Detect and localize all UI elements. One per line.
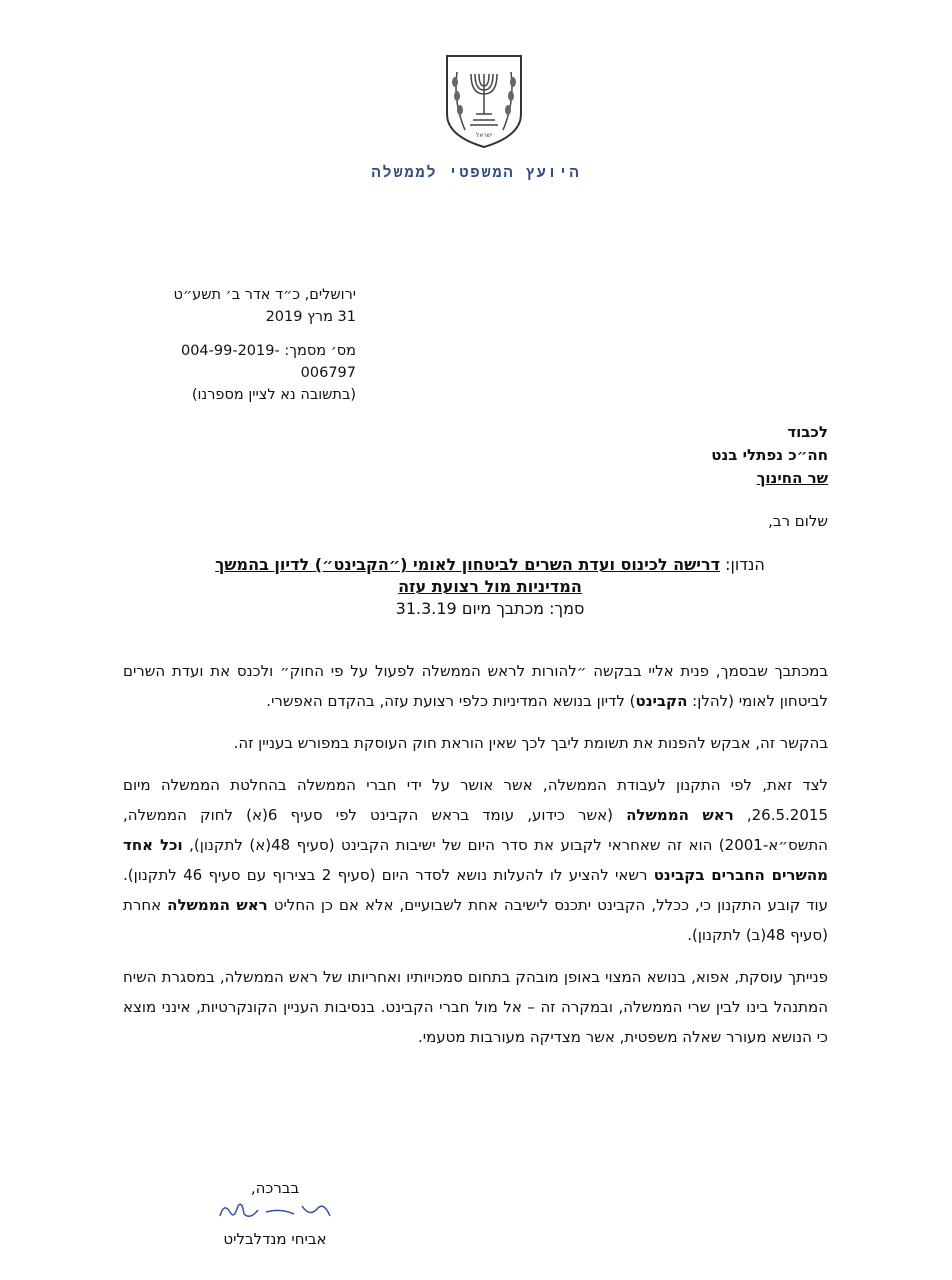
recipient-name: חה״כ נפתלי בנט (711, 446, 828, 464)
subject-label: הנדון: (720, 555, 765, 574)
closing-block (200, 1178, 350, 1249)
handwritten-signature-icon (210, 1198, 340, 1224)
recipient-block (528, 421, 828, 490)
subject-block (150, 554, 830, 620)
gregorian-date: 31 מרץ 2019 (265, 309, 356, 325)
subject-line-2: המדיניות מול רצועת עזה (398, 577, 582, 596)
org-title: היועץ המשפטי לממשלה (371, 163, 581, 181)
subject-line-1: דרישה לכינוס ועדת השרים לביטחון לאומי (״הקבינט״) לדיון בהמשך (215, 555, 721, 574)
hebrew-date: ירושלים, כ״ד אדר ב׳ תשע״ט (173, 287, 356, 303)
text-span: ) לדיון בנושא המדיניות כלפי רצועת עזה, בהקדם האפשרי. (266, 692, 636, 710)
paragraph-3 (123, 770, 828, 950)
signer-name: אביחי מנדלבליט (223, 1230, 327, 1248)
text-span: (אשר כידוע, עומד בראש הקבינט לפי סעיף 6(א) לחוק הממשלה, התשס״א-2001) הוא זה שאחראי לקבוע את סדר היום של ישיבות הקבינט (סעיף 48(א) לתקנון), (123, 806, 828, 854)
bold-term: ראש הממשלה (626, 806, 734, 824)
paragraph-2: בהקשר זה, אבקש להפנות את תשומת ליבך לכך שאין הוראת חוק העוסקת במפורש בעניין זה. (233, 734, 828, 752)
text-span: אחרת (סעיף 48(ב) לתקנון). (123, 896, 828, 944)
svg-text:ישראל: ישראל (475, 132, 493, 139)
bold-term: וכל אחד מהשרים החברים בקבינט (123, 836, 828, 884)
sign-off: בברכה, (250, 1179, 300, 1197)
greeting: שלום רב, (768, 512, 828, 530)
recipient-title: שר החינוך (756, 469, 828, 487)
bold-term: הקבינט (635, 692, 688, 710)
state-emblem-icon (443, 52, 525, 150)
letter-meta (126, 284, 356, 406)
text-span: לצד זאת, לפי התקנון לעבודת הממשלה, אשר אושר על ידי חברי הממשלה בהחלטת הממשלה מיום 26.5.2015, (123, 776, 828, 824)
reference-number: מס׳ מסמך: 004-99-2019-006797 (180, 343, 356, 381)
subject-reference: סמך: מכתבך מיום 31.3.19 (395, 599, 585, 618)
text-span: רשאי להציע לו להעלות נושא לסדר היום (סעיף 2 בצירוף עם סעיף 46 לתקנון). עוד קובע התקנון כי, ככלל, הקבינט יתכנס לישיבה אחת לשבועיים, אלא אם כן החליט (123, 866, 829, 914)
paragraph-4: פנייתך עוסקת, אפוא, בנושא המצוי באופן מובהק בתחום סמכויותיו ואחריותו של ראש הממשלה, במסגרת השיח המתנהל בינו לבין שרי הממשלה, ובמקרה זה – אל מול חברי הקבינט. בנסיבות העניין הקונקרטיות, אינני מוצא כי הנושא מעורר שאלה משפטית, אשר מצדיקה מעורבות מטעמי. (123, 968, 828, 1046)
bold-term: ראש הממשלה (167, 896, 268, 914)
reply-note: (בתשובה נא לציין מספרנו) (191, 387, 356, 403)
recipient-honorific: לכבוד (787, 423, 828, 441)
letter-body (123, 656, 828, 1064)
paragraph-1 (123, 656, 828, 716)
text-span: במכתבך שבסמך, פנית אליי בבקשה ״להורות לראש הממשלה לפעול על פי החוק״ ולכנס את ועדת השרים לביטחון לאומי (להלן: (123, 662, 828, 710)
